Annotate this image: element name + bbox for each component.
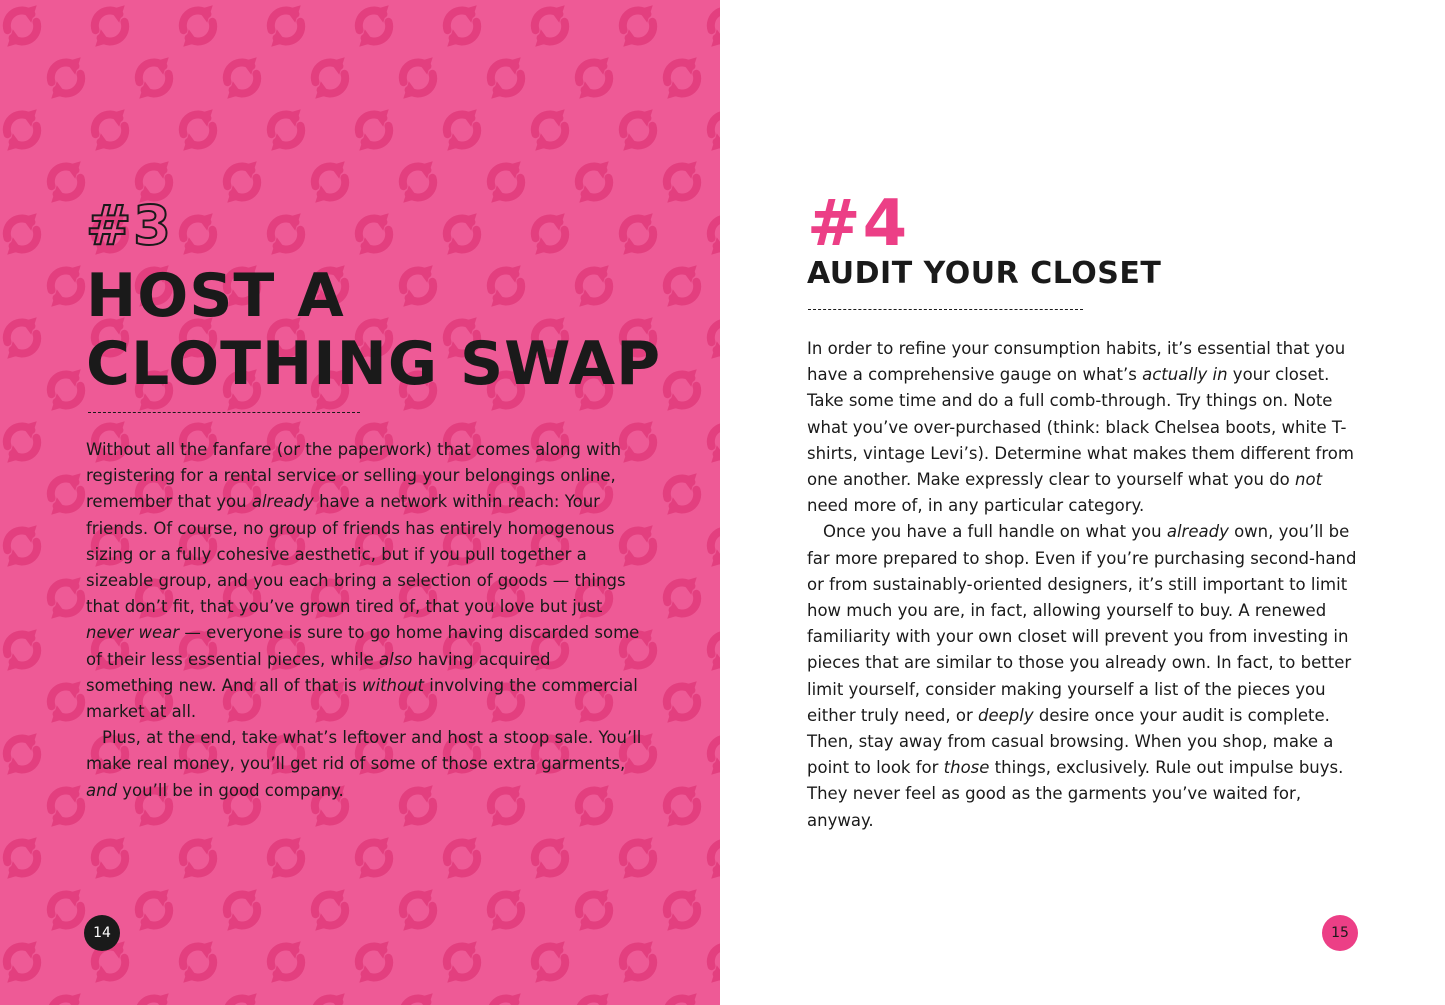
text-run: Once you have a full handle on what you	[823, 522, 1167, 542]
italic-text: not	[1295, 470, 1323, 490]
italic-text: those	[943, 758, 990, 778]
text-run: Plus, at the end, take what’s leftover and host a stoop sale. You’ll make real money, you’ll get rid of some of those extra garments,	[86, 728, 642, 774]
section-number-3: #3	[86, 194, 173, 257]
text-run: desire once your audit is complete. Then, stay away from casual browsing. When you shop, make a point to look for	[807, 705, 1334, 778]
text-run: you’ll be in good company.	[117, 780, 344, 800]
text-run: — everyone is sure to go home having discarded some of their less essential pieces, while	[86, 623, 640, 669]
italic-text: already	[251, 492, 314, 512]
text-run: Without all the fanfare (or the paperwork) that comes along with registering for a rental service or selling your belongings online, remember that you	[86, 440, 622, 512]
page-number-badge: 15	[1322, 915, 1358, 951]
page-number-badge: 14	[84, 915, 120, 951]
italic-text: never wear	[86, 623, 180, 643]
italic-text: also	[379, 649, 413, 669]
italic-text: without	[362, 675, 425, 695]
text-run: own, you’ll be far more prepared to shop. Even if you’re purchasing second-hand or from sustainably-oriented designers, it’s still important to limit how much you are, in fact, allowing yourself to buy. A renewed familiarity with your own closet will prevent you from investing in pieces that are similar to those you already own. In fact, to better limit yourself, consider making yourself a list of the pieces you either truly need, or	[807, 522, 1357, 725]
body-paragraph	[807, 519, 1363, 833]
title-divider	[808, 309, 1083, 310]
left-body-text	[86, 437, 642, 804]
body-paragraph	[807, 336, 1363, 519]
text-run: have a network within reach: Your friends. Of course, no group of friends has entirely homogenous sizing or a fully cohesive aesthetic, but if you pull together a sizeable group, and you each bring a selection of goods — things that don’t fit, that you’ve grown tired of, that you love but just	[86, 492, 626, 617]
text-run: your closet. Take some time and do a full comb-through. Try things on. Note what you’ve over-purchased (think: black Chelsea boots, white T-shirts, vintage Levi’s). Determine what makes them different from one another. Make expressly clear to yourself what you do	[807, 365, 1354, 490]
left-page	[0, 0, 720, 1005]
text-run: involving the commercial market at all.	[86, 675, 638, 722]
body-paragraph	[86, 725, 642, 804]
text-run: things, exclusively. Rule out impulse buys. They never feel as good as the garments you’ve waited for, anyway.	[807, 758, 1344, 830]
text-run: having acquired something new. And all of that is	[86, 649, 551, 695]
title-divider	[88, 412, 360, 413]
section-title-host-clothing-swap: HOST A CLOTHING SWAP	[86, 261, 662, 399]
right-body-text	[807, 336, 1363, 834]
body-paragraph	[86, 437, 642, 725]
section-number-4: #4	[807, 187, 910, 261]
section-title-audit-closet: AUDIT YOUR CLOSET	[807, 256, 1162, 291]
text-run: need more of, in any particular category.	[807, 496, 1145, 516]
italic-text: and	[86, 780, 118, 800]
text-run: In order to refine your consumption habits, it’s essential that you have a comprehensive gauge on what’s	[807, 339, 1346, 385]
italic-text: deeply	[978, 705, 1034, 725]
italic-text: already	[1166, 522, 1229, 542]
italic-text: actually in	[1142, 365, 1228, 385]
